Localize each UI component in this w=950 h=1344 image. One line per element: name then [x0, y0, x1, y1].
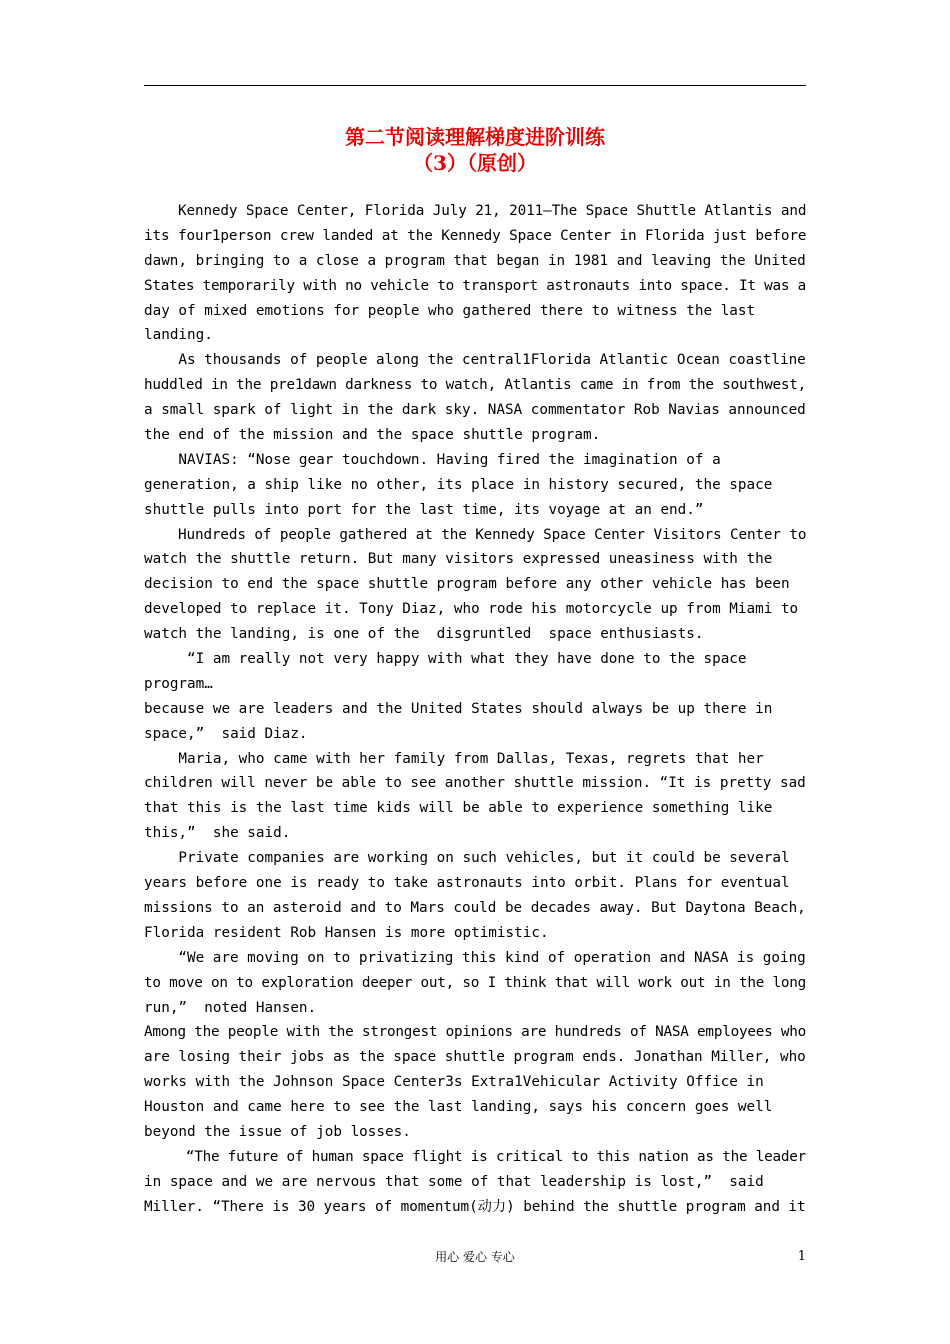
text-line: decision to end the space shuttle program before any other vehicle has been: [144, 576, 790, 593]
text-line: Hundreds of people gathered at the Kennedy Space Center Visitors Center to: [144, 526, 807, 543]
page-number: 1: [797, 1249, 806, 1264]
text-line: are losing their jobs as the space shuttle program ends. Jonathan Miller, who: [144, 1049, 806, 1066]
page-subtitle: （3）（原创）: [413, 151, 537, 175]
text-line: shuttle pulls into port for the last time, its voyage at an end.”: [144, 501, 704, 518]
text-line: this,” she said.: [144, 825, 291, 842]
text-line: Florida resident Rob Hansen is more optimistic.: [144, 924, 549, 941]
text-line: States temporarily with no vehicle to transport astronauts into space. It was a: [144, 277, 806, 294]
text-line: landing.: [144, 327, 213, 344]
header-rule: [144, 85, 806, 86]
text-line: its four1person crew landed at the Kennedy Space Center in Florida just before: [144, 227, 807, 244]
text-line: children will never be able to see another shuttle mission. “It is pretty sad: [144, 775, 806, 792]
footer-motto: 用心 爱心 专心: [435, 1250, 515, 1264]
text-line: Houston and came here to see the last landing, says his concern goes well: [144, 1099, 773, 1116]
text-line: Private companies are working on such vehicles, but it could be several: [144, 850, 790, 867]
text-line: a small spark of light in the dark sky. NASA commentator Rob Navias announced: [144, 402, 806, 419]
text-line: in space and we are nervous that some of that leadership is lost,” said: [144, 1173, 764, 1190]
text-line: day of mixed emotions for people who gathered there to witness the last: [144, 302, 756, 319]
text-line: missions to an asteroid and to Mars could be decades away. But Daytona Beach,: [144, 899, 806, 916]
text-line: generation, a ship like no other, its place in history secured, the space: [144, 476, 773, 493]
text-line: As thousands of people along the central1Florida Atlantic Ocean coastline: [144, 352, 806, 369]
text-line: dawn, bringing to a close a program that began in 1981 and leaving the United: [144, 252, 806, 269]
article-body: [144, 199, 806, 1220]
text-line: “The future of human space flight is critical to this nation as the leader: [144, 1148, 806, 1165]
text-line: program…: [144, 675, 213, 692]
text-line: “We are moving on to privatizing this kind of operation and NASA is going: [144, 949, 806, 966]
text-line: watch the shuttle return. But many visitors expressed uneasiness with the: [144, 551, 773, 568]
text-line: that this is the last time kids will be able to experience something like: [144, 800, 773, 817]
text-line: huddled in the pre1dawn darkness to watch, Atlantis came in from the southwest,: [144, 377, 806, 394]
text-line: developed to replace it. Tony Diaz, who rode his motorcycle up from Miami to: [144, 601, 799, 618]
page-title: 第二节阅读理解梯度进阶训练: [345, 125, 605, 149]
text-line: NAVIAS: “Nose gear touchdown. Having fired the imagination of a: [144, 451, 721, 468]
text-line: “I am really not very happy with what they have done to the space: [144, 651, 747, 668]
text-line: Miller. “There is 30 years of momentum(动力) behind the shuttle program and it: [144, 1198, 806, 1215]
text-line: Maria, who came with her family from Dallas, Texas, regrets that her: [144, 750, 764, 767]
text-line: because we are leaders and the United States should always be up there in: [144, 700, 773, 717]
text-line: watch the landing, is one of the disgruntled space enthusiasts.: [144, 626, 704, 643]
text-line: Among the people with the strongest opinions are hundreds of NASA employees who: [144, 1024, 806, 1041]
text-line: works with the Johnson Space Center3s Extra1Vehicular Activity Office in: [144, 1074, 764, 1091]
text-line: space,” said Diaz.: [144, 725, 308, 742]
text-line: Kennedy Space Center, Florida July 21, 2011—The Space Shuttle Atlantis and: [144, 203, 807, 219]
text-line: beyond the issue of job losses.: [144, 1123, 411, 1140]
text-line: run,” noted Hansen.: [144, 999, 317, 1016]
text-line: years before one is ready to take astronauts into orbit. Plans for eventual: [144, 875, 790, 892]
text-line: the end of the mission and the space shuttle program.: [144, 427, 601, 444]
text-line: to move on to exploration deeper out, so I think that will work out in the long: [144, 974, 806, 991]
